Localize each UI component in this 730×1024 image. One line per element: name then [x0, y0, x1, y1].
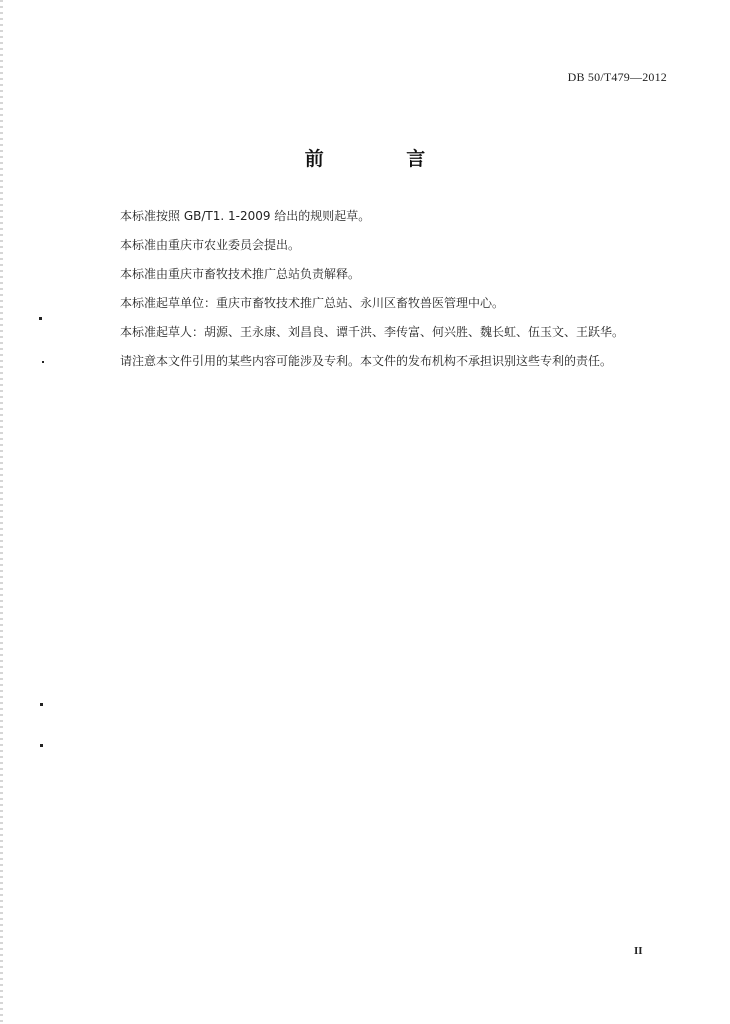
- paragraph-drafters: 本标准起草人：胡源、王永康、刘昌良、谭千洪、李传富、何兴胜、魏长虹、伍玉文、王跃华。: [120, 325, 625, 339]
- paragraph-drafting-units: 本标准起草单位：重庆市畜牧技术推广总站、永川区畜牧兽医管理中心。: [120, 296, 505, 310]
- preface-body: [120, 208, 700, 382]
- paragraph-patent-notice: 请注意本文件引用的某些内容可能涉及专利。本文件的发布机构不承担识别这些专利的责任。: [120, 354, 613, 368]
- paragraph-drafting-rules: 本标准按照 GB/T1. 1-2009 给出的规则起草。: [120, 209, 371, 223]
- page-number: II: [634, 945, 643, 957]
- scan-speck: [40, 744, 43, 747]
- paragraph-interpreter: 本标准由重庆市畜牧技术推广总站负责解释。: [120, 267, 361, 281]
- scan-speck: [42, 361, 44, 363]
- scan-speck: [39, 317, 42, 320]
- standard-code: DB 50/T479—2012: [567, 70, 667, 84]
- scan-speck: [40, 703, 43, 706]
- page-title: 前 言: [304, 148, 464, 170]
- paragraph-proposer: 本标准由重庆市农业委员会提出。: [120, 238, 301, 252]
